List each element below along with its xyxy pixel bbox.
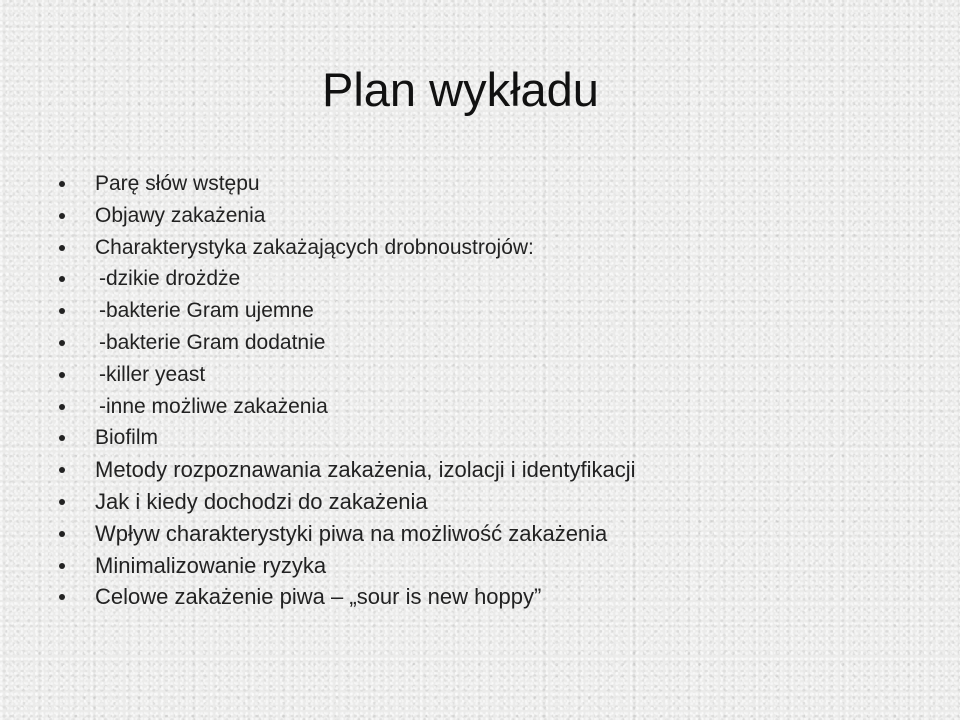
list-item-text: Biofilm — [95, 426, 159, 450]
bullet-dot-icon — [59, 308, 65, 314]
bullet-dot-icon — [59, 181, 65, 187]
list-item-text: Charakterystyka zakażających drobnoustrojów: — [95, 235, 534, 259]
list-item-text: -inne możliwe zakażenia — [99, 394, 328, 418]
bullet-dot-icon — [59, 531, 65, 537]
bullet-dot-icon — [59, 563, 65, 569]
bullet-dot-icon — [59, 372, 65, 378]
list-item-text: -bakterie Gram dodatnie — [99, 330, 326, 354]
slide-title: Plan wykładu — [322, 63, 599, 116]
list-item-text: -dzikie drożdże — [99, 267, 241, 291]
bullet-dot-icon — [59, 404, 65, 410]
bullet-dot-icon — [59, 499, 65, 505]
list-item-text: -bakterie Gram ujemne — [99, 299, 314, 323]
list-item-text: Celowe zakażenie piwa – „sour is new hoppy” — [95, 584, 542, 610]
list-item-text: Jak i kiedy dochodzi do zakażenia — [95, 488, 428, 514]
bullet-dot-icon — [59, 594, 65, 600]
list-item-text: Metody rozpoznawania zakażenia, izolacji i identyfikacji — [95, 457, 636, 483]
list-item-text: Objawy zakażenia — [95, 203, 266, 227]
bullet-dot-icon — [59, 467, 65, 473]
list-item-text: Minimalizowanie ryzyka — [95, 552, 327, 578]
list-item-text: -killer yeast — [99, 362, 206, 386]
bullet-dot-icon — [59, 276, 65, 282]
bullet-dot-icon — [59, 245, 65, 251]
bullet-dot-icon — [59, 340, 65, 346]
list-item-text: Wpływ charakterystyki piwa na możliwość zakażenia — [95, 520, 608, 546]
list-item-text: Parę słów wstępu — [95, 172, 260, 195]
bullet-dot-icon — [59, 435, 65, 441]
bullet-dot-icon — [59, 213, 65, 219]
